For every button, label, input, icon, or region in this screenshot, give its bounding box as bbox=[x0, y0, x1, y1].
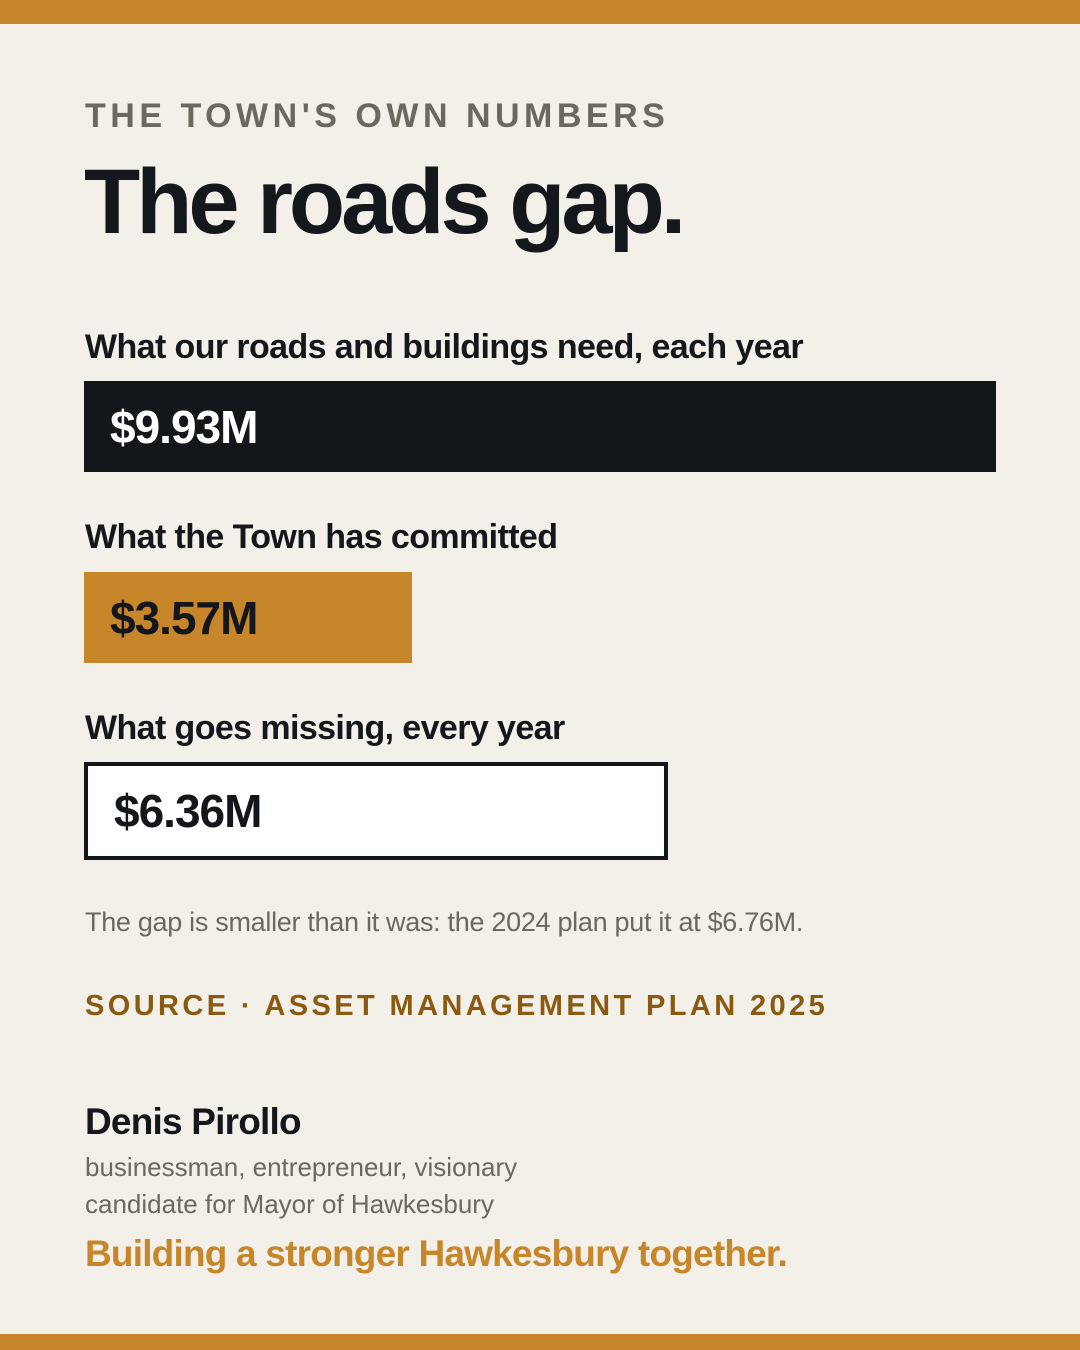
bar-value-missing: $6.36M bbox=[114, 785, 262, 837]
bar-missing bbox=[84, 762, 668, 860]
bar-need bbox=[84, 381, 996, 472]
bar-label-need: What our roads and buildings need, each year bbox=[85, 328, 803, 366]
candidate-descriptor: businessman, entrepreneur, visionary bbox=[85, 1152, 518, 1182]
bottom-accent-band bbox=[0, 1334, 1080, 1350]
campaign-slogan: Building a stronger Hawkesbury together. bbox=[85, 1233, 787, 1274]
source-credit: SOURCE · ASSET MANAGEMENT PLAN 2025 bbox=[85, 990, 829, 1022]
bar-committed bbox=[84, 572, 412, 663]
headline: The roads gap. bbox=[84, 151, 683, 253]
bar-value-need: $9.93M bbox=[110, 400, 258, 453]
eyebrow: THE TOWN'S OWN NUMBERS bbox=[85, 97, 670, 135]
candidate-name: Denis Pirollo bbox=[85, 1101, 301, 1142]
top-accent-band bbox=[0, 0, 1080, 24]
comparison-note: The gap is smaller than it was: the 2024 plan put it at $6.76M. bbox=[85, 907, 804, 937]
candidate-role: candidate for Mayor of Hawkesbury bbox=[85, 1189, 494, 1219]
bar-label-missing: What goes missing, every year bbox=[85, 709, 565, 747]
bar-label-committed: What the Town has committed bbox=[85, 518, 558, 556]
bar-value-committed: $3.57M bbox=[110, 591, 258, 644]
